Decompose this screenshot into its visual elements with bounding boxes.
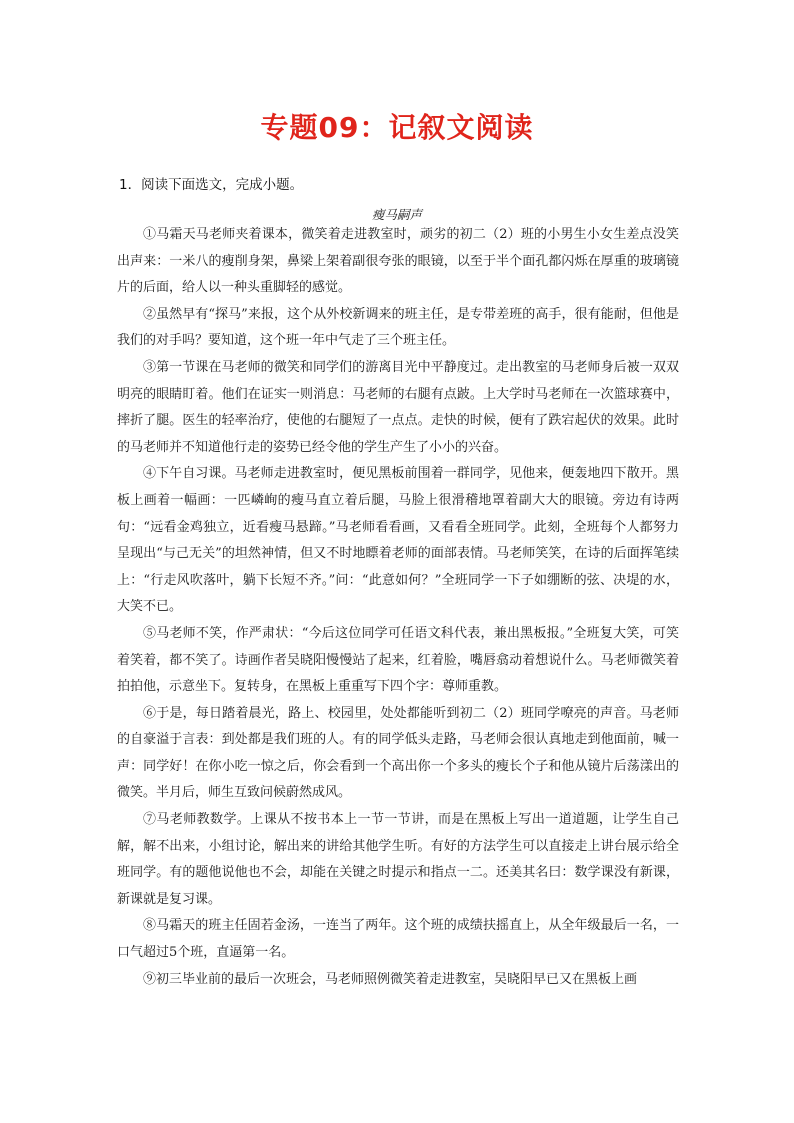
paragraph: ⑨初三毕业前的最后一次班会，马老师照例微笑着走进教室，吴晓阳早已又在黑板上画	[143, 971, 638, 987]
paragraph: ①马霜天马老师夹着课本，微笑着走进教室时，顽劣的初二（2）班的小男生小女生差点没笑出声来：一米八的瘦削身架，鼻梁上架着副很夸张的眼镜，以至于半个面孔都闪烁在厚重的玻璃镜片的后面，给人以一种头重脚轻的感觉。	[117, 227, 679, 296]
paragraph: ③第一节课在马老师的微笑和同学们的游离目光中平静度过。走出教室的马老师身后被一双双明亮的眼睛盯着。他们在证实一则消息：马老师的右腿有点跛。上大学时马老师在一次篮球赛中，摔折了腿。医生的轻率治疗，使他的右腿短了一点点。走快的时候，便有了跌宕起伏的效果。此时的马老师并不知道他行走的姿势已经令他的学生产生了小小的兴奋。	[117, 359, 679, 455]
paragraph: ⑦马老师教数学。上课从不按书本上一节一节讲，而是在黑板上写出一道道题，让学生自己解，解不出来，小组讨论，解出来的讲给其他学生听。有好的方法学生可以直接走上讲台展示给全班同学。有的题他说他也不会，却能在关键之时提示和指点一二。还美其名曰：数学课没有新课，新课就是复习课。	[117, 812, 679, 907]
paragraph: ②虽然早有“探马”来报，这个从外校新调来的班主任，是专带差班的高手，很有能耐，但他是我们的对手吗？要知道，这个班一年中气走了三个班主任。	[117, 306, 679, 349]
page-title: 专题09：记叙文阅读	[260, 111, 534, 144]
article-title: 瘦马嗣声	[371, 207, 422, 222]
article-body	[117, 222, 679, 993]
paragraph: ⑤马老师不笑，作严肃状：“今后这位同学可任语文科代表，兼出黑板报。”全班复大笑，可笑着笑着，都不笑了。诗画作者吴晓阳慢慢站了起来，红着脸，嘴唇翕动着想说什么。马老师微笑着拍拍他，示意坐下。复转身，在黑板上重重写下四个字：尊师重教。	[117, 625, 679, 695]
paragraph: ⑥于是，每日踏着晨光，路上、校园里，处处都能听到初二（2）班同学嘹亮的声音。马老师的自豪溢于言表：到处都是我们班的人。有的同学低头走路，马老师会很认真地走到他面前，喊一声：同学好！在你小吃一惊之后，你会看到一个高出你一个多头的瘦长个子和他从镜片后荡漾出的微笑。半月后，师生互致问候蔚然成风。	[117, 705, 679, 801]
paragraph: ④下午自习课。马老师走进教室时，便见黑板前围着一群同学，见他来，便轰地四下散开。黑板上画着一幅画：一匹嶙峋的瘦马直立着后腿，马脸上很滑稽地罩着副大大的眼镜。旁边有诗两句：“远看金鸡独立，近看瘦马悬蹄。”马老师看看画，又看看全班同学。此刻，全班每个人都努力呈现出“与己无关”的坦然神情，但又不时地瞟着老师的面部表情。马老师笑笑，在诗的后面挥笔续上：“行走风吹落叶，躺下长短不齐。”问：“此意如何？”全班同学一下子如绷断的弦、决堤的水，大笑不已。	[117, 466, 679, 615]
paragraph: ⑧马霜天的班主任固若金汤，一连当了两年。这个班的成绩扶摇直上，从全年级最后一名，一口气超过5个班，直逼第一名。	[117, 918, 679, 961]
question-prompt: 1．阅读下面选文，完成小题。	[119, 177, 304, 193]
